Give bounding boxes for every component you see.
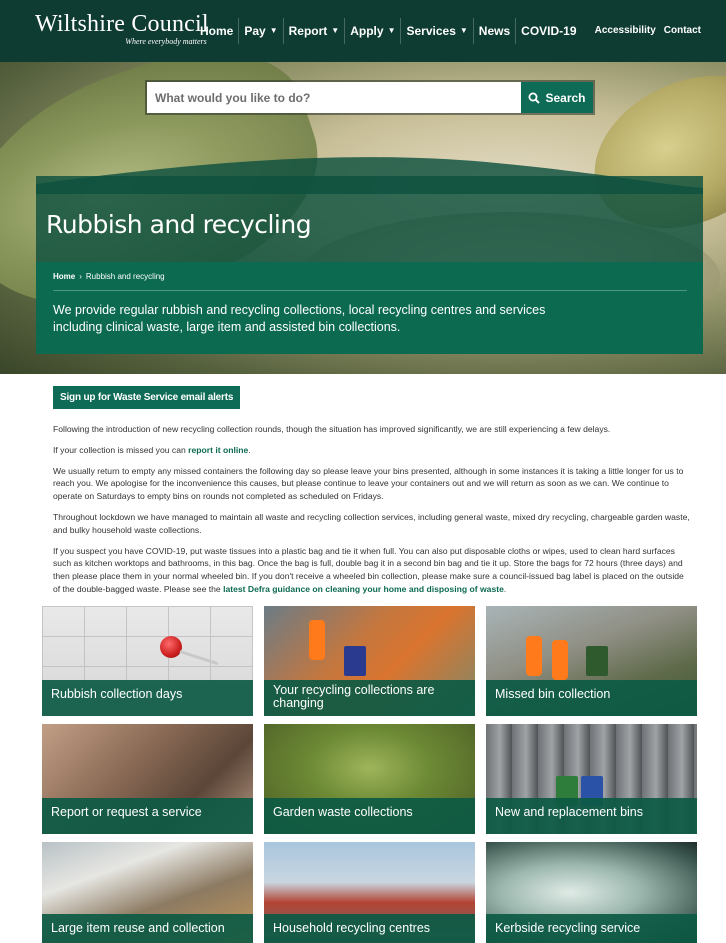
tile-label: Report or request a service [42, 798, 253, 834]
utility-links [595, 25, 701, 36]
worker-figure [552, 640, 568, 680]
accessibility-link[interactable]: Accessibility [594, 25, 656, 36]
chevron-down-icon: ▼ [459, 26, 468, 35]
nav-pay[interactable] [238, 18, 282, 44]
paragraph-text: . [503, 583, 507, 594]
nav-pay-label: Pay [244, 24, 266, 38]
nav-apply-label: Apply [350, 24, 384, 38]
hero-banner [0, 62, 726, 374]
hero-lead-text: We provide regular rubbish and recycling collections, local recycling centres and services including clinical waste, large item and assisted bin collections. [53, 303, 546, 334]
hero-info-band [36, 262, 703, 354]
search-icon [528, 92, 540, 104]
content-paragraph [53, 545, 693, 596]
tile-label: Your recycling collections are changing [264, 680, 475, 716]
tile-new-bins[interactable] [486, 724, 697, 834]
chevron-down-icon: ▼ [331, 26, 340, 35]
worker-figure [309, 620, 325, 660]
nav-news[interactable] [473, 18, 515, 44]
tile-large-item[interactable] [42, 842, 253, 943]
council-logo[interactable] [35, 12, 209, 46]
chevron-down-icon: ▼ [387, 26, 396, 35]
page-title: Rubbish and recycling [46, 210, 312, 239]
calendar-grid [42, 606, 253, 686]
breadcrumb-current: Rubbish and recycling [85, 272, 165, 281]
hero-title-band [36, 176, 703, 262]
tile-label: Household recycling centres [264, 914, 475, 943]
content-paragraph: Following the introduction of new recycling collection rounds, though the situation has improved significantly, we are still experiencing a few delays. [53, 424, 611, 434]
bin-figure [344, 646, 366, 676]
tile-label: Missed bin collection [486, 680, 697, 716]
chevron-right-icon: › [79, 272, 82, 281]
search-button-label: Search [545, 90, 586, 105]
nav-report-label: Report [288, 24, 328, 38]
nav-report[interactable] [283, 18, 345, 44]
nav-home-label: Home [200, 24, 234, 38]
nav-covid[interactable] [515, 18, 581, 44]
tile-household-recycling-centres[interactable] [264, 842, 475, 943]
nav-services-label: Services [406, 24, 456, 38]
nav-covid-label: COVID-19 [521, 24, 577, 38]
content-paragraph: We usually return to empty any missed containers the following day so please leave your bins presented, although in some instances it is taking a little longer for us to reach you. We apologise for the inconvenience this causes, but please continue to leave your containers out and we will return as soon as we can. We continue to operate on Saturdays to empty bins on rounds not completed as scheduled on Fridays. [53, 465, 684, 502]
nav-news-label: News [478, 24, 511, 38]
worker-figure [526, 636, 542, 676]
tile-label: Rubbish collection days [42, 680, 253, 716]
site-header [0, 0, 726, 62]
tile-garden-waste[interactable] [264, 724, 475, 834]
nav-apply[interactable] [344, 18, 400, 44]
search-input[interactable] [147, 82, 521, 113]
tile-label: Kerbside recycling service [486, 914, 697, 943]
search-button[interactable] [521, 82, 593, 113]
nav-services[interactable] [400, 18, 472, 44]
tile-label: Garden waste collections [264, 798, 475, 834]
tile-rubbish-collection-days[interactable] [42, 606, 253, 716]
tile-kerbside-recycling[interactable] [486, 842, 697, 943]
chevron-down-icon: ▼ [269, 26, 278, 35]
hero-panel [36, 176, 703, 354]
divider [53, 290, 687, 291]
pushpin-icon [160, 636, 182, 658]
search-bar [145, 80, 595, 115]
paragraph-text: If you suspect you have COVID-19, put waste tissues into a plastic bag and tie it when full. You can also put disposable cloths or wipes, used to clean hard surfaces such as kitchen worktops and bathrooms, in this bag. Once the bag is full, double bag it in a second bin bag and tie it up. Store the bags for 72 hours (three days) and then please place them in your normal wheeled bin. If you don't receive a wheeled bin collection, please make sure a council-issued bag label is placed on the outside of the double-bagged waste. Please see the [53, 545, 684, 594]
defra-guidance-link[interactable]: latest Defra guidance on cleaning your home and disposing of waste [223, 583, 504, 594]
paragraph-text: If your collection is missed you can [53, 444, 189, 455]
report-online-link[interactable]: report it online [188, 444, 249, 455]
tile-label: New and replacement bins [486, 798, 697, 834]
tile-recycling-changing[interactable] [264, 606, 475, 716]
tile-label: Large item reuse and collection [42, 914, 253, 943]
content-paragraph [53, 444, 693, 457]
content-paragraph: Throughout lockdown we have managed to maintain all waste and recycling collection services, including general waste, mixed dry recycling, chargeable garden waste, and bulky household waste collections. [53, 511, 690, 535]
tile-report-request[interactable] [42, 724, 253, 834]
main-nav [195, 18, 582, 44]
paragraph-text: . [248, 444, 251, 455]
tile-missed-bin[interactable] [486, 606, 697, 716]
email-alerts-button[interactable]: Sign up for Waste Service email alerts [53, 386, 240, 409]
breadcrumb-home[interactable]: Home [53, 272, 76, 281]
logo-tagline: Where everybody matters [125, 37, 207, 46]
main-content [53, 386, 693, 596]
logo-name: Wiltshire Council [35, 11, 209, 37]
nav-home[interactable] [195, 18, 238, 44]
bin-figure [586, 646, 608, 676]
breadcrumb [53, 272, 165, 281]
contact-link[interactable]: Contact [663, 25, 701, 36]
